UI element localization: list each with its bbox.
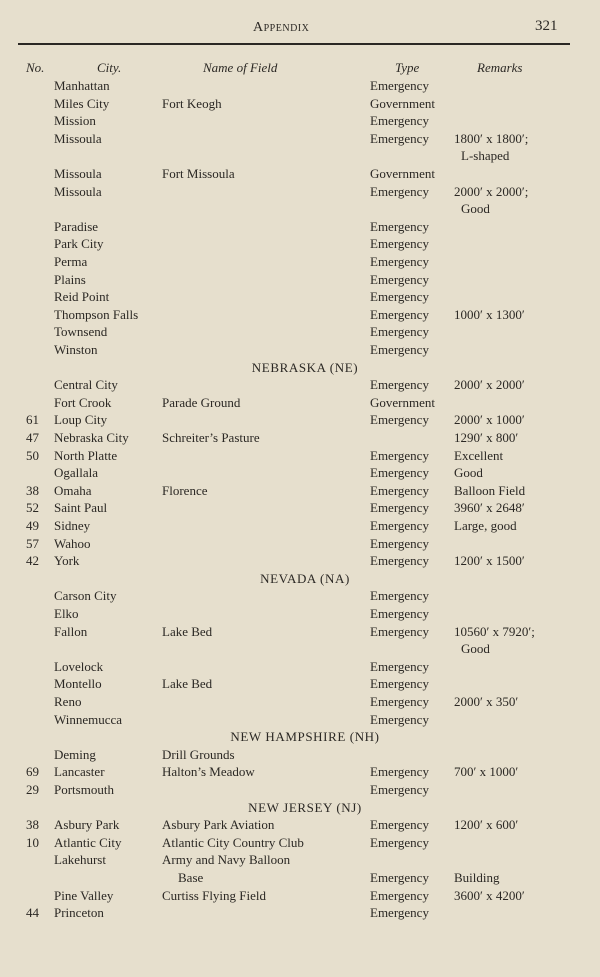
cell-city: Perma [54,254,88,269]
cell-field-name: Asbury Park Aviation [162,817,275,833]
table-row [0,675,600,692]
cell-remarks: 3600′ x 4200′ [454,887,525,903]
cell-remarks: L-shaped [461,148,510,164]
cell-type: Emergency [370,377,429,393]
cell-field-name: Fort Missoula [162,166,235,181]
cell-type: Emergency [370,870,429,885]
table-row [0,323,600,340]
cell-remarks: Excellent [454,447,504,463]
cell-type: Emergency [370,834,429,850]
cell-field-name: Curtiss Flying Field [162,887,267,903]
table-row [0,869,600,886]
cell-city: Loup City [54,412,108,428]
table-row [0,834,600,851]
table-row [0,200,600,217]
table-row [0,429,600,446]
cell-no: 42 [26,553,39,569]
table-row [0,693,600,710]
cell-city: Asbury Park [54,817,120,833]
cell-type: Government [370,95,435,111]
cell-type: Government [370,394,435,410]
cell-city: Lancaster [54,764,105,780]
table-row [0,112,600,129]
cell-field-name: Army and Navy Balloon [162,852,291,868]
table-row [0,147,600,164]
column-header-type: Type [395,60,420,75]
cell-remarks: 1200′ x 600′ [454,817,519,833]
cell-remarks: 1000′ x 1300′ [454,306,525,322]
table-row [0,816,600,833]
cell-city: Reid Point [54,289,110,305]
cell-type: Emergency [370,588,429,604]
cell-city: Missoula [54,130,102,146]
cell-remarks: 2000′ x 1000′ [454,412,525,428]
cell-field-name: Florence [162,482,208,498]
table-row [0,851,600,868]
cell-type: Emergency [370,694,429,709]
cell-type: Emergency [370,113,429,129]
cell-type: Emergency [370,535,429,551]
table-row [0,746,600,763]
running-title: Appendix [253,20,310,35]
cell-remarks: Good [461,201,490,217]
page-number: 321 [535,18,558,34]
cell-field-name: Drill Grounds [162,746,235,762]
table-row [0,341,600,358]
cell-type: Emergency [370,905,429,921]
cell-city: Omaha [54,482,92,498]
cell-type: Emergency [370,183,429,199]
table-row [0,95,600,112]
state-heading: NEW HAMPSHIRE (NH) [230,729,380,745]
cell-remarks: 3960′ x 2648′ [454,500,525,516]
cell-type: Government [370,166,435,181]
cell-city: Atlantic City [54,834,122,850]
column-header-remarks: Remarks [477,60,523,75]
cell-type: Emergency [370,606,429,621]
cell-type: Emergency [370,482,429,498]
cell-type: Emergency [370,676,429,692]
cell-type: Emergency [370,465,429,481]
cell-no: 38 [26,817,39,833]
cell-type: Emergency [370,271,429,287]
cell-city: Reno [54,694,82,709]
cell-field-name: Lake Bed [162,676,213,692]
cell-type: Emergency [370,342,429,357]
table-row [0,271,600,288]
cell-city: Lovelock [54,658,104,674]
cell-city: Saint Paul [54,500,108,516]
cell-city: Fort Crook [54,394,112,410]
table-row [0,482,600,499]
cell-remarks: 1200′ x 1500′ [454,553,525,569]
cell-type: Emergency [370,518,429,533]
table-row [0,447,600,464]
cell-city: Wahoo [54,535,91,551]
cell-field-name: Halton’s Meadow [162,764,255,780]
table-row [0,904,600,921]
table-row [0,552,600,569]
cell-type: Emergency [370,236,429,252]
cell-field-name: Base [178,870,204,885]
table-row [0,535,600,552]
cell-city: Lakehurst [54,852,106,868]
cell-city: Pine Valley [54,887,114,903]
cell-remarks: Good [454,465,483,481]
table-row [0,623,600,640]
table-row [0,658,600,675]
cell-city: Missoula [54,183,102,199]
cell-city: Ogallala [54,465,99,481]
cell-remarks: Balloon Field [454,482,526,498]
cell-city: Sidney [54,518,91,533]
cell-city: Paradise [54,218,99,234]
cell-type: Emergency [370,130,429,146]
cell-no: 38 [26,482,39,498]
cell-city: York [54,553,80,569]
cell-type: Emergency [370,553,429,569]
cell-type: Emergency [370,447,429,463]
cell-type: Emergency [370,764,429,780]
cell-no: 61 [26,412,39,428]
cell-type: Emergency [370,711,429,727]
cell-field-name: Atlantic City Country Club [162,834,304,850]
cell-no: 50 [26,447,39,463]
table-row [0,376,600,393]
cell-field-name: Parade Ground [162,394,241,410]
table-row [0,517,600,534]
table-row [0,183,600,200]
table-row [0,763,600,780]
cell-no: 52 [26,500,39,516]
table-row [0,306,600,323]
cell-no: 10 [26,834,39,850]
cell-type: Emergency [370,887,429,903]
cell-remarks: Large, good [454,518,517,533]
table-row [0,235,600,252]
cell-type: Emergency [370,78,429,93]
table-row [0,587,600,604]
cell-remarks: 2000′ x 2000′; [454,183,529,199]
cell-city: Winnemucca [54,711,123,727]
cell-city: Park City [54,236,104,252]
cell-city: Elko [54,606,79,621]
cell-remarks: Good [461,641,490,657]
cell-type: Emergency [370,306,429,322]
cell-field-name: Schreiter’s Pasture [162,430,260,445]
cell-city: Mission [54,113,96,129]
cell-city: Deming [54,746,96,762]
cell-type: Emergency [370,218,429,234]
cell-city: Carson City [54,588,117,604]
cell-city: North Platte [54,447,118,463]
cell-no: 47 [26,430,39,445]
state-heading: NEBRASKA (NE) [251,359,359,375]
table-row [0,253,600,270]
cell-type: Emergency [370,500,429,516]
state-heading: NEW JERSEY (NJ) [248,799,362,815]
cell-type: Emergency [370,324,429,340]
cell-remarks: 2000′ x 2000′ [454,377,525,393]
cell-city: Nebraska City [54,430,129,445]
table-row [0,77,600,94]
cell-field-name: Lake Bed [162,623,213,639]
cell-city: Plains [54,271,86,287]
cell-type: Emergency [370,412,429,428]
cell-no: 44 [26,905,39,921]
cell-no: 29 [26,782,39,797]
table-row [0,288,600,305]
state-heading: NEVADA (NA) [260,570,350,586]
table-row [0,499,600,516]
column-header-city: City. [97,60,122,75]
cell-remarks: 2000′ x 350′ [454,694,519,709]
column-header-no: No. [26,60,45,75]
cell-type: Emergency [370,817,429,833]
cell-no: 57 [26,535,39,551]
cell-remarks: Building [454,870,500,885]
cell-type: Emergency [370,623,429,639]
cell-type: Emergency [370,254,429,269]
cell-city: Winston [54,342,98,357]
table-row [0,887,600,904]
cell-city: Miles City [54,95,110,111]
cell-remarks: 700′ x 1000′ [454,764,519,780]
cell-remarks: 1800′ x 1800′; [454,130,529,146]
cell-remarks: 10560′ x 7920′; [454,623,535,639]
cell-city: Princeton [54,905,104,921]
cell-no: 69 [26,764,39,780]
cell-city: Central City [54,377,118,393]
cell-city: Thompson Falls [54,306,139,322]
cell-city: Portsmouth [54,782,114,797]
cell-city: Missoula [54,166,102,181]
table-row [0,411,600,428]
table-row [0,218,600,235]
table-row [0,165,600,182]
table-row [0,464,600,481]
table-row [0,394,600,411]
cell-city: Fallon [54,623,88,639]
table-row [0,781,600,798]
cell-type: Emergency [370,658,429,674]
table-row [0,640,600,657]
table-row [0,605,600,622]
cell-field-name: Fort Keogh [162,95,222,111]
cell-remarks: 1290′ x 800′ [454,430,519,445]
cell-city: Townsend [54,324,108,340]
column-header-field-name: Name of Field [203,60,278,75]
cell-type: Emergency [370,289,429,305]
cell-city: Manhattan [54,78,110,93]
cell-no: 49 [26,518,39,533]
cell-type: Emergency [370,782,429,797]
cell-city: Montello [54,676,102,692]
table-row [0,711,600,728]
table-row [0,130,600,147]
